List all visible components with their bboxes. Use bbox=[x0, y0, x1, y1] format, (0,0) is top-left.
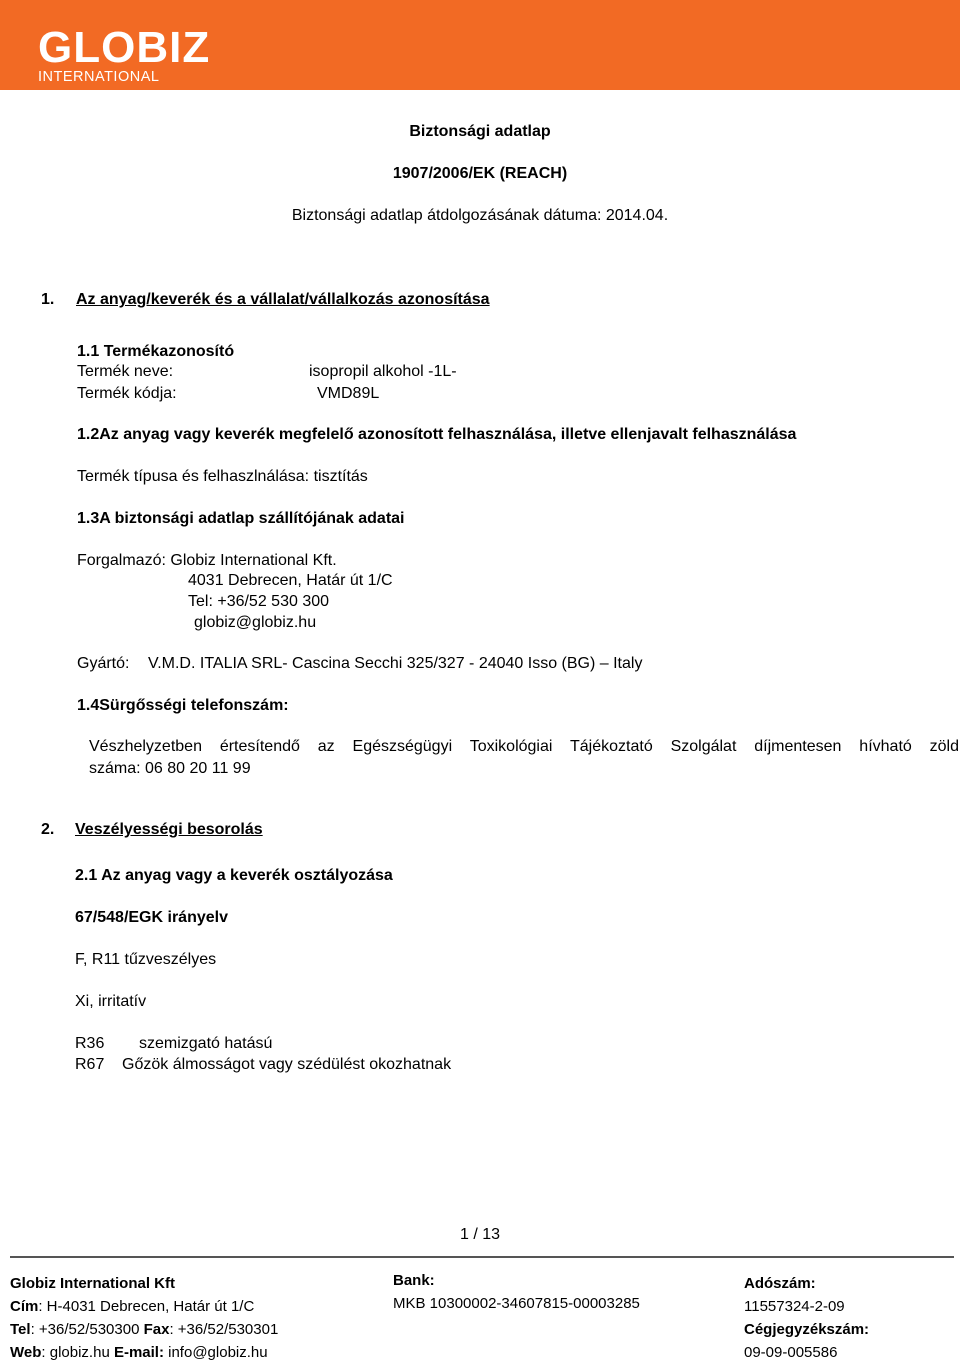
r67-code: R67 bbox=[75, 1056, 105, 1073]
product-code-value: VMD89L bbox=[317, 385, 380, 402]
s12-text: Termék típusa és felhaszlnálása: tisztítás bbox=[77, 468, 368, 485]
document-title: Biztonsági adatlap bbox=[409, 123, 551, 140]
product-name-value: isopropil alkohol -1L- bbox=[309, 363, 457, 380]
distributor-tel: Tel: +36/52 530 300 bbox=[188, 593, 330, 610]
footer-divider bbox=[10, 1256, 954, 1258]
section1-number: 1. bbox=[41, 291, 55, 308]
distributor-line: Forgalmazó: Globiz International Kft. bbox=[77, 552, 337, 569]
classification-xi: Xi, irritatív bbox=[75, 993, 147, 1010]
section1-heading: Az anyag/keverék és a vállalat/vállalkozás azonosítása bbox=[76, 291, 490, 308]
r36-text: szemizgató hatású bbox=[139, 1035, 273, 1052]
footer-reg-value: 09-09-005586 bbox=[744, 1344, 838, 1361]
section2-heading: Veszélyességi besorolás bbox=[75, 821, 263, 838]
emergency-text-line2: száma: 06 80 20 11 99 bbox=[89, 760, 251, 777]
footer-address-label: Cím bbox=[10, 1298, 39, 1315]
footer-bank-label: Bank: bbox=[393, 1272, 435, 1289]
header-banner bbox=[0, 0, 960, 90]
footer-reg-label: Cégjegyzékszám: bbox=[744, 1321, 870, 1338]
s12-heading: 1.2Az anyag vagy keverék megfelelő azonosított felhasználása, illetve ellenjavalt felhasználása bbox=[77, 426, 797, 443]
footer-company: Globiz International Kft bbox=[10, 1275, 175, 1292]
footer-tel-value: : +36/52/530300 bbox=[30, 1321, 144, 1338]
r67-text: Gőzök álmosságot vagy szédülést okozhatnak bbox=[122, 1056, 452, 1073]
revision-date: Biztonsági adatlap átdolgozásának dátuma: 2014.04. bbox=[291, 207, 669, 224]
manufacturer-label: Gyártó: bbox=[77, 655, 130, 672]
footer-tax-value: 11557324-2-09 bbox=[744, 1298, 845, 1315]
footer-address-value: : H-4031 Debrecen, Határ út 1/C bbox=[38, 1298, 255, 1315]
s21-heading: 2.1 Az anyag vagy a keverék osztályozása bbox=[75, 867, 393, 884]
s11-heading: 1.1 Termékazonosító bbox=[77, 343, 235, 360]
footer-tel-label: Tel bbox=[10, 1321, 31, 1338]
distributor-email: globiz@globiz.hu bbox=[194, 614, 317, 631]
section2-number: 2. bbox=[41, 821, 55, 838]
footer-web-email bbox=[10, 1342, 268, 1364]
footer-email-label: E-mail: bbox=[113, 1344, 164, 1361]
footer-phone-fax bbox=[10, 1319, 278, 1341]
logo-sub-text: INTERNATIONAL bbox=[38, 69, 160, 85]
manufacturer-value: V.M.D. ITALIA SRL- Cascina Secchi 325/327 - 24040 Isso (BG) – Italy bbox=[148, 655, 643, 672]
s13-heading: 1.3A biztonsági adatlap szállítójának adatai bbox=[77, 510, 405, 527]
r36-code: R36 bbox=[75, 1035, 105, 1052]
logo-main-text: GLOBIZ bbox=[38, 23, 211, 72]
distributor-address: 4031 Debrecen, Határ út 1/C bbox=[188, 572, 393, 589]
footer-address bbox=[10, 1296, 254, 1318]
directive: 67/548/EGK irányelv bbox=[75, 909, 228, 926]
globiz-logo bbox=[38, 23, 211, 85]
product-name-label: Termék neve: bbox=[77, 363, 174, 380]
product-code-label: Termék kódja: bbox=[77, 385, 177, 402]
regulation-title: 1907/2006/EK (REACH) bbox=[392, 165, 568, 182]
classification-f: F, R11 tűzveszélyes bbox=[75, 951, 217, 968]
footer-web-value: : globiz.hu bbox=[41, 1344, 114, 1361]
footer-tax-label: Adószám: bbox=[744, 1275, 816, 1292]
footer-email-value: info@globiz.hu bbox=[163, 1344, 268, 1361]
footer-fax-label: Fax bbox=[143, 1321, 170, 1338]
footer-fax-value: : +36/52/530301 bbox=[169, 1321, 279, 1338]
footer-bank-value: MKB 10300002-34607815-00003285 bbox=[393, 1295, 640, 1312]
footer-web-label: Web bbox=[10, 1344, 42, 1361]
s14-heading: 1.4Sürgősségi telefonszám: bbox=[77, 697, 289, 714]
page-number: 1 / 13 bbox=[459, 1226, 501, 1243]
emergency-text-line1: Vészhelyzetben értesítendő az Egészségügyi Toxikológiai Tájékoztató Szolgálat díjmentesen hívható zöld bbox=[89, 738, 959, 755]
